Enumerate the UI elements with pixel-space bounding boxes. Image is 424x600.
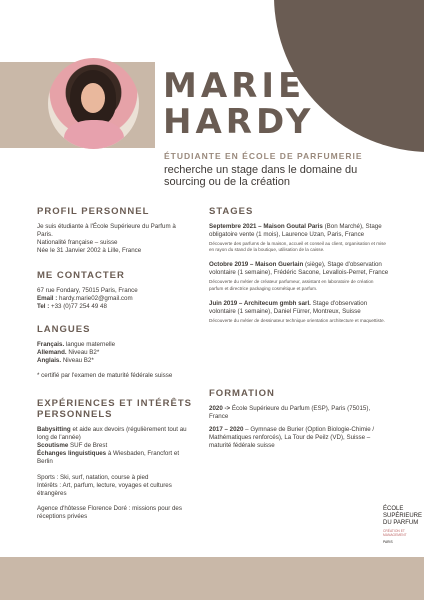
- footer-band: [0, 557, 424, 600]
- section-title: LANGUES: [37, 324, 91, 335]
- tagline: recherche un stage dans le domaine du sourcing ou de la création: [164, 164, 358, 188]
- experience-babysitting: Babysitting et aide aux devoirs (régulièrement tout au long de l'année): [37, 426, 187, 441]
- section-stages: [209, 206, 389, 324]
- contact-address: 67 rue Fondary, 75015 Paris, France: [37, 287, 138, 294]
- formation-item: 2017 – 2020 – Gymnase de Burier (Option Biologie-Chimie / Mathématiques renforcés), La Tour de Peilz (VD), Suisse – maturité fédérale suisse: [209, 426, 375, 449]
- contact-email[interactable]: Email : hardy.marie02@gmail.com: [37, 295, 133, 302]
- section-profil: [37, 206, 192, 255]
- formation-item: 2020 -> École Supérieure du Parfum (ESP), Paris (75015), France: [209, 405, 371, 420]
- section-langues: [37, 324, 192, 380]
- language-item: Anglais. Niveau B2*: [37, 357, 94, 364]
- profile-photo: [48, 58, 139, 149]
- experience-agence: Agence d'hôtesse Florence Doré : missions pour des réceptions privées: [37, 505, 182, 520]
- section-title: EXPÉRIENCES ET INTÉRÊTS PERSONNELS: [37, 398, 192, 420]
- section-experiences: [37, 398, 192, 521]
- school-logo: ÉCOLE SUPÉRIEURE DU PARFUM CRÉATION ET MANAGEMENT PARIS: [383, 506, 423, 544]
- first-name: MARIE: [163, 66, 306, 106]
- language-item: Français. langue maternelle: [37, 341, 116, 348]
- person-name: [163, 68, 314, 140]
- stage-item: Septembre 2021 – Maison Goutal Paris (Bon Marché), Stage obligatoire vente (1 mois), Laurence Uzan, Paris, France Découverte des parfums de la maison, accueil et conseil au client, organisation et mise en rayon du stand de la boutique, utilisation de la caisse.: [209, 223, 386, 253]
- section-title: PROFIL PERSONNEL: [37, 206, 150, 217]
- profil-nationality: Nationalité française – suisse: [37, 239, 118, 246]
- language-note: * certifié par l'examen de maturité fédérale suisse: [37, 372, 173, 379]
- interest-list: Intérêts : Art, parfum, lecture, voyages et cultures étrangères: [37, 482, 172, 497]
- section-formation: [209, 388, 389, 450]
- experience-echanges: Échanges linguistiques à Wiesbaden, Francfort et Berlin: [37, 450, 180, 465]
- profil-birth: Née le 31 Janvier 2002 à Lille, France: [37, 247, 142, 254]
- last-name: HARDY: [163, 102, 315, 142]
- stage-item: Octobre 2019 – Maison Guerlain (siège), Stage d'observation volontaire (1 semaine), Frédéric Sacone, Levallois-Perret, France Découverte du métier de créateur parfumeur, assistant en laboratoire de création parfum et directrice packaging cosmétique et parfum.: [209, 261, 389, 291]
- experience-scoutisme: Scoutisme SUF de Brest: [37, 442, 108, 449]
- language-item: Allemand. Niveau B2*: [37, 349, 100, 356]
- section-title: ME CONTACTER: [37, 270, 125, 281]
- stage-item: Juin 2019 – Architecum gmbh sarl. Stage d'observation volontaire (1 semaine), Daniel Fürrer, Montreux, Suisse Découverte du métier de dessinateur technique orientation architecture et maquettiste.: [209, 299, 385, 323]
- section-contact: [37, 270, 192, 311]
- section-title: FORMATION: [209, 388, 275, 399]
- contact-phone[interactable]: Tel : +33 (0)77 254 49 48: [37, 303, 107, 310]
- profil-text: Je suis étudiante à l'École Supérieure du Parfum à Paris.: [37, 223, 176, 238]
- interest-sports: Sports : Ski, surf, natation, course à pied: [37, 474, 149, 481]
- section-title: STAGES: [209, 206, 254, 217]
- job-title: ÉTUDIANTE EN ÉCOLE DE PARFUMERIE: [164, 151, 363, 161]
